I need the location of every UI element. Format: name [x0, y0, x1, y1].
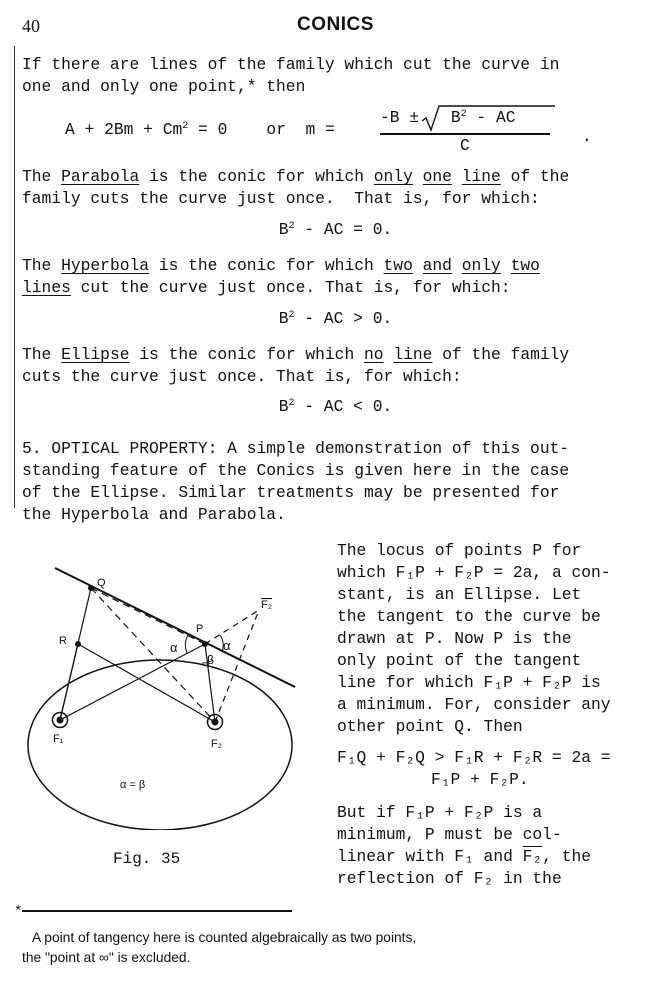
label-r: R — [59, 635, 67, 647]
column-line-1: The locus of points P for — [337, 541, 582, 560]
dashed-p-f2bar — [205, 610, 259, 644]
column-line-12: linear with F₁ and F₂, the — [337, 847, 592, 866]
column-line-8: a minimum. For, consider any — [337, 695, 611, 714]
column-line-11: minimum, P must be col- — [337, 825, 562, 844]
column-line-3: stant, is an Ellipse. Let — [337, 585, 582, 604]
running-header: CONICS — [297, 14, 374, 35]
page-number: 40 — [22, 16, 40, 36]
footnote-rule — [22, 910, 292, 912]
segment-f1-p — [60, 644, 205, 720]
inequality-line-2: F₁P + F₂P. — [431, 770, 529, 789]
fraction-denominator: C — [460, 136, 470, 155]
section5-line-3: of the Ellipse. Similar treatments may be presented for — [22, 483, 560, 502]
fraction-numerator: $-B \pm B^2$ - AC — [380, 108, 516, 127]
label-f2-bar: F₂ — [261, 599, 272, 611]
quadratic-equation: $A + 2Bm + Cm^2 = 0$ or m = — [65, 120, 345, 139]
label-alpha-right: α — [223, 638, 231, 653]
column-line-13: reflection of F₂ in the — [337, 869, 562, 888]
dashed-q-f2 — [91, 588, 215, 722]
column-line-4: the tangent to the curve be — [337, 607, 601, 626]
hyperbola-line-1: The Hyperbola is the conic for which two and only two — [22, 256, 540, 275]
ellipse-condition: $B^2$ - AC < 0. — [278, 397, 393, 416]
parabola-line-1: The Parabola is the conic for which only one line of the — [22, 167, 570, 186]
parabola-condition: $B^2$ - AC = 0. — [278, 220, 393, 239]
label-alpha-left: α — [170, 640, 178, 655]
section5-line-4: the Hyperbola and Parabola. — [22, 505, 286, 524]
focus-f1-inner — [57, 717, 64, 724]
footnote-marker: * — [14, 904, 23, 920]
ellipse-reflection-figure — [15, 560, 325, 830]
label-f2: F₂ — [211, 738, 222, 750]
section5-line-1: 5. OPTICAL PROPERTY: A simple demonstration of this out- — [22, 439, 570, 458]
point-r — [75, 641, 81, 647]
parabola-line-2: family cuts the curve just once. That is, for which: — [22, 189, 540, 208]
angle-arc-alpha-left — [185, 635, 188, 653]
segment-r-f2 — [78, 644, 215, 722]
label-p: P — [196, 623, 204, 635]
column-line-9: other point Q. Then — [337, 717, 523, 736]
figure-caption: Fig. 35 — [113, 850, 181, 868]
section5-line-2: standing feature of the Conics is given here in the case — [22, 461, 570, 480]
column-line-10: But if F₁P + F₂P is a — [337, 803, 543, 822]
focus-f2-inner — [212, 719, 219, 726]
hyperbola-condition: $B^2$ - AC > 0. — [278, 309, 393, 328]
column-line-2: which F₁P + F₂P = 2a, a con- — [337, 563, 611, 582]
hyperbola-line-2: lines cut the curve just once. That is, for which: — [22, 278, 511, 297]
ellipse-line-2: cuts the curve just once. That is, for which: — [22, 367, 462, 386]
label-beta: β — [207, 653, 214, 667]
label-q: Q — [97, 577, 106, 589]
point-p — [202, 641, 208, 647]
equation-period: . — [582, 127, 592, 146]
column-line-5: drawn at P. Now P is the — [337, 629, 572, 648]
label-f1: F₁ — [53, 733, 64, 745]
inequality-line-1: F₁Q + F₂Q > F₁R + F₂R = 2a = — [337, 748, 611, 767]
footnote-text: A point of tangency here is counted algebraically as two points, the "point at ∞" is excluded. — [22, 930, 417, 965]
segment-f1-q — [60, 588, 91, 720]
column-line-6: only point of the tangent — [337, 651, 582, 670]
intro-line-1: If there are lines of the family which cut the curve in — [22, 55, 560, 74]
point-q — [88, 585, 94, 591]
fraction-bar — [380, 133, 550, 135]
label-angle-relation: α = β — [120, 779, 146, 791]
margin-line — [14, 46, 15, 508]
ellipse-line-1: The Ellipse is the conic for which no line of the family — [22, 345, 570, 364]
column-line-7: line for which F₁P + F₂P is — [337, 673, 601, 692]
radical-sign — [415, 103, 555, 133]
intro-line-2: one and only one point,* then — [22, 77, 306, 96]
